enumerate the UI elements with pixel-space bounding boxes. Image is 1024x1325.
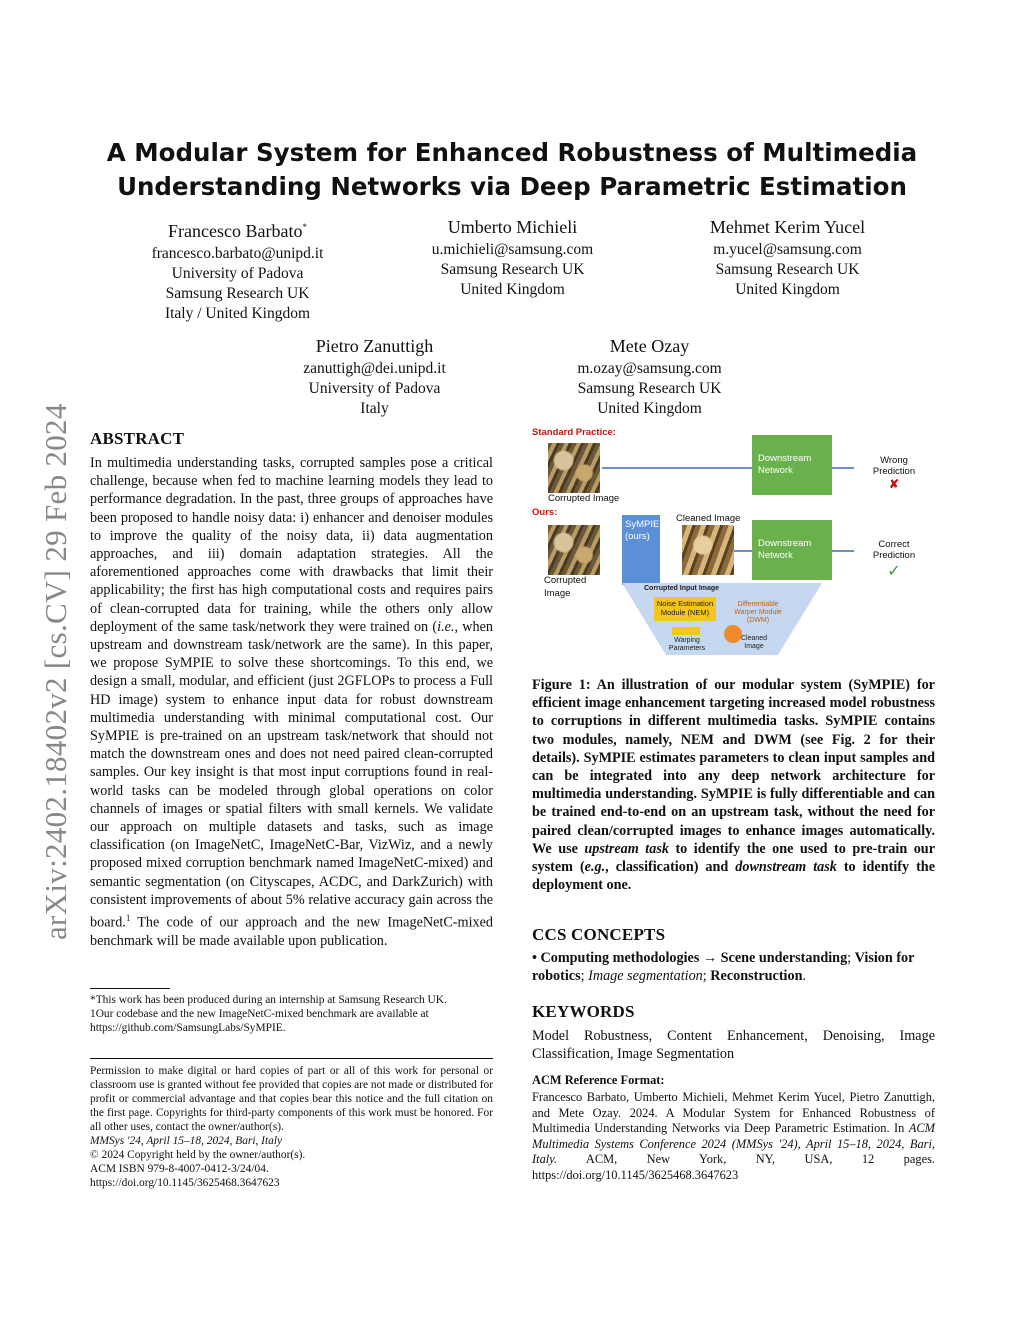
nem-label-2: Module (NEM): [660, 608, 710, 617]
warping-params-label: [664, 637, 710, 653]
dwm-label-2: Warper Module: [734, 609, 782, 616]
keywords-heading: KEYWORDS: [532, 1002, 635, 1021]
copyright-line: © 2024 Copyright held by the owner/author(s).: [90, 1149, 306, 1161]
paper-title: [90, 136, 934, 204]
corrupted-input-label: Corrupted Input Image: [644, 585, 720, 592]
sympie-ours-label: (ours): [625, 531, 650, 542]
caption-upstream: upstream task: [584, 840, 669, 857]
ccs-sep: ;: [580, 968, 589, 985]
corrupted-image-thumb: [548, 525, 600, 575]
abstract-text: , when upstream and downstream task/network are the same). In this paper, we propose SyMPIE to solve these shortcomings. To this end, we design a small, modular, and efficient (just 2GFLOPs to process a Full HD image) system to enhance input data for robust downstream multimedia understanding with minimal computational cost. Our SyMPIE is pre-trained on an upstream task/network that should not match the downstream ones and does not need paired clean-corrupted samples. Our key insight is that most input corruptions found in real-world tasks can be modeled through global operations on color channels of images or spatial filters with small kernels. We validate our approach on multiple datasets and tasks, such as image classification (on ImageNetC, ImageNetC-Bar, VizWiz, and a newly proposed mixed corruption benchmark named ImageNetC-mixed) and semantic segmentation (on Cityscapes, ACDC, and DarkZurich) with consistent improvements of about 5% relative accuracy gain across the board.: [90, 618, 493, 931]
ccs-concept: • Computing methodologies → Scene understanding: [532, 950, 848, 966]
check-icon: ✓: [887, 563, 901, 580]
ccs-body: [532, 949, 935, 985]
reference-text: Francesco Barbato, Umberto Michieli, Mehmet Kerim Yucel, Pietro Zanuttigh, and Mete Ozay. 2024. A Modular System for Enhanced Robustness of Multimedia Understanding Networks via Deep Parametric Estimation. In: [532, 1090, 935, 1135]
correct-prediction: [864, 539, 924, 581]
author-block: [405, 216, 620, 300]
caption-text: to identify the deployment one.: [532, 859, 935, 894]
author-affiliation: Samsung Research UK: [715, 261, 860, 278]
cleaned-image-thumb: [682, 525, 734, 575]
author-affiliation: Samsung Research UK: [577, 380, 722, 397]
footnote-ref[interactable]: 1: [125, 913, 131, 924]
author-country: Italy: [360, 400, 389, 417]
footnote-rule: [90, 988, 170, 989]
correct-label: Correct: [878, 539, 910, 550]
author-block: [267, 335, 482, 419]
reference-venue: ACM Multimedia Systems Conference 2024 (MMSys '24), April 15–18, 2024, Bari, Italy.: [532, 1121, 935, 1166]
reference-body: [532, 1090, 935, 1183]
cross-icon: ✘: [888, 477, 900, 491]
author-affiliation: Samsung Research UK: [165, 285, 310, 302]
corrupted-image-thumb: [548, 443, 600, 493]
author-name: Mete Ozay: [609, 336, 690, 356]
doi-link[interactable]: https://doi.org/10.1145/3625468.3647623: [90, 1177, 280, 1189]
reference-heading: ACM Reference Format:: [532, 1073, 665, 1087]
abstract-heading: ABSTRACT: [90, 429, 185, 448]
author-country: Italy / United Kingdom: [164, 305, 311, 322]
author-block: [680, 216, 895, 300]
standard-practice-label: Standard Practice:: [532, 427, 616, 438]
author-name: Mehmet Kerim Yucel: [709, 217, 866, 237]
flow-arrow: [602, 467, 752, 469]
figure-caption: [532, 676, 935, 894]
author-block: [130, 216, 345, 324]
author-block: [542, 335, 757, 419]
image-label: Image: [544, 588, 571, 599]
author-affiliation: Samsung Research UK: [440, 261, 585, 278]
wrong-prediction: [864, 455, 924, 491]
keywords-body: Model Robustness, Content Enhancement, Denoising, Image Classification, Image Segmentation: [532, 1028, 935, 1063]
reference-text: ACM, New York, NY, USA, 12 pages. https://doi.org/10.1145/3625468.3647623: [532, 1152, 935, 1182]
cleaned-label: Cleaned: [740, 635, 768, 642]
arxiv-identifier: arXiv:2402.18402v2 [cs.CV] 29 Feb 2024: [38, 403, 73, 940]
figure-1: [532, 425, 936, 660]
permission-block: [90, 1064, 493, 1190]
prediction-label: Prediction: [872, 466, 916, 477]
ours-label: Ours:: [532, 507, 558, 518]
dwm-label: [728, 601, 788, 625]
flow-arrow: [734, 550, 752, 552]
title-line-2: Understanding Networks via Deep Parametric Estimation: [117, 172, 907, 201]
dwm-label-3: (DWM): [746, 617, 770, 624]
sympie-block: [622, 515, 660, 585]
warping-label: Warping: [674, 637, 700, 644]
warping-params-bar: [672, 627, 700, 635]
flow-arrow: [832, 467, 854, 469]
author-affiliation: University of Padova: [308, 380, 441, 397]
ccs-concept: Reconstruction: [710, 968, 803, 985]
isbn-line: ACM ISBN 979-8-4007-0412-3/24/04.: [90, 1163, 269, 1175]
caption-text: , classification) and: [605, 859, 736, 876]
footnote-one: 1Our codebase and the new ImageNetC-mixed benchmark are available at: [90, 1008, 429, 1020]
author-name: Pietro Zanuttigh: [315, 336, 434, 356]
sympie-detail-funnel: [622, 583, 822, 655]
caption-downstream: downstream task: [735, 859, 837, 876]
parameters-label: Parameters: [668, 645, 706, 652]
nem-block: [654, 597, 716, 621]
footnote-star: *This work has been produced during an internship at Samsung Research UK.: [90, 994, 447, 1006]
ccs-concept: Vision for robotics: [532, 950, 915, 985]
author-name: Umberto Michieli: [447, 217, 578, 237]
author-email[interactable]: francesco.barbato@unipd.it: [151, 245, 324, 262]
caption-eg: e.g.: [584, 859, 606, 876]
author-email[interactable]: m.yucel@samsung.com: [713, 241, 862, 258]
author-email[interactable]: zanuttigh@dei.unipd.it: [303, 360, 446, 377]
ccs-sep: ;: [847, 950, 855, 966]
abstract-ie: i.e.: [437, 618, 455, 635]
corrupted-label: Corrupted: [544, 575, 587, 586]
author-name: Francesco Barbato: [168, 221, 303, 241]
title-line-1: A Modular System for Enhanced Robustness of Multimedia: [106, 138, 918, 167]
author-email[interactable]: u.michieli@samsung.com: [431, 241, 594, 258]
ccs-heading: CCS CONCEPTS: [532, 925, 666, 944]
author-email[interactable]: m.ozay@samsung.com: [577, 360, 722, 377]
abstract-body: [90, 454, 493, 950]
author-affiliation: University of Padova: [171, 265, 304, 282]
permission-rule: [90, 1058, 493, 1059]
flow-arrow: [832, 550, 854, 552]
author-country: United Kingdom: [460, 281, 565, 298]
downstream-label: Downstream: [758, 538, 812, 549]
cleaned-image-label: Cleaned Image: [676, 513, 741, 524]
footnote-url[interactable]: https://github.com/SamsungLabs/SyMPIE.: [90, 1022, 286, 1034]
sympie-label: SyMPIE: [625, 519, 660, 530]
abstract-text: In multimedia understanding tasks, corrupted samples pose a critical challenge, because when fed to machine learning models they lead to performance degradation. In the past, three groups of approaches have been proposed to handle noisy data: i) enhancer and denoiser modules to improve the quality of the noisy data, ii) data augmentation approaches, and iii) domain adaptation strategies. All the aforementioned approaches come with drawbacks that limit their applicability; the first has high computational costs and requires pairs of clean-corrupted data for training, while the others only allow deployment of the same task/network they were trained on (: [90, 455, 493, 635]
caption-text: Figure 1: An illustration of our modular system (SyMPIE) for efficient image enhancement targeting increased model robustness to corruptions in different multimedia tasks. SyMPIE contains two modules, namely, NEM and DWM (see Fig. 2 for their details). SyMPIE estimates parameters to clean input samples and can be integrated into any deep network architecture for multimedia understanding. SyMPIE is fully differentiable and can be trained end-to-end on an upstream task, without the need for paired clean/corrupted images to enhance images automatically. We use: [532, 677, 935, 857]
abstract-text: The code of our approach and the new ImageNetC-mixed benchmark will be made available upon publication.: [90, 914, 493, 950]
image-label-small: Image: [744, 643, 764, 650]
author-country: United Kingdom: [735, 281, 840, 298]
downstream-network-block: [752, 520, 832, 580]
wrong-label: Wrong: [880, 455, 908, 466]
venue-line: MMSys '24, April 15–18, 2024, Bari, Italy: [90, 1135, 283, 1147]
author-country: United Kingdom: [597, 400, 702, 417]
permission-text: Permission to make digital or hard copies of part or all of this work for personal or classroom use is granted without fee provided that copies are not made or distributed for profit or commercial advantage and that copies bear this notice and the full citation on the first page. Copyrights for third-party components of this work must be honored. For all other uses, contact the owner/author(s).: [90, 1065, 493, 1133]
network-label: Network: [758, 465, 793, 476]
network-label: Network: [758, 550, 793, 561]
downstream-label: Downstream: [758, 453, 812, 464]
ccs-sep: ;: [702, 968, 711, 985]
nem-label-1: Noise Estimation: [656, 599, 714, 608]
downstream-network-block: [752, 435, 832, 495]
author-footnote-mark: *: [302, 222, 307, 232]
dwm-label-1: Differentiable: [737, 601, 779, 608]
cleaned-small-label: [732, 635, 776, 651]
corrupted-image-label: Corrupted Image: [548, 493, 620, 504]
prediction-label: Prediction: [872, 550, 916, 561]
ccs-sep: .: [802, 968, 807, 985]
ccs-concept: Image segmentation: [588, 968, 703, 985]
footnotes: [90, 993, 493, 1035]
caption-text: to identify the one used to pre-train our system (: [532, 840, 935, 876]
